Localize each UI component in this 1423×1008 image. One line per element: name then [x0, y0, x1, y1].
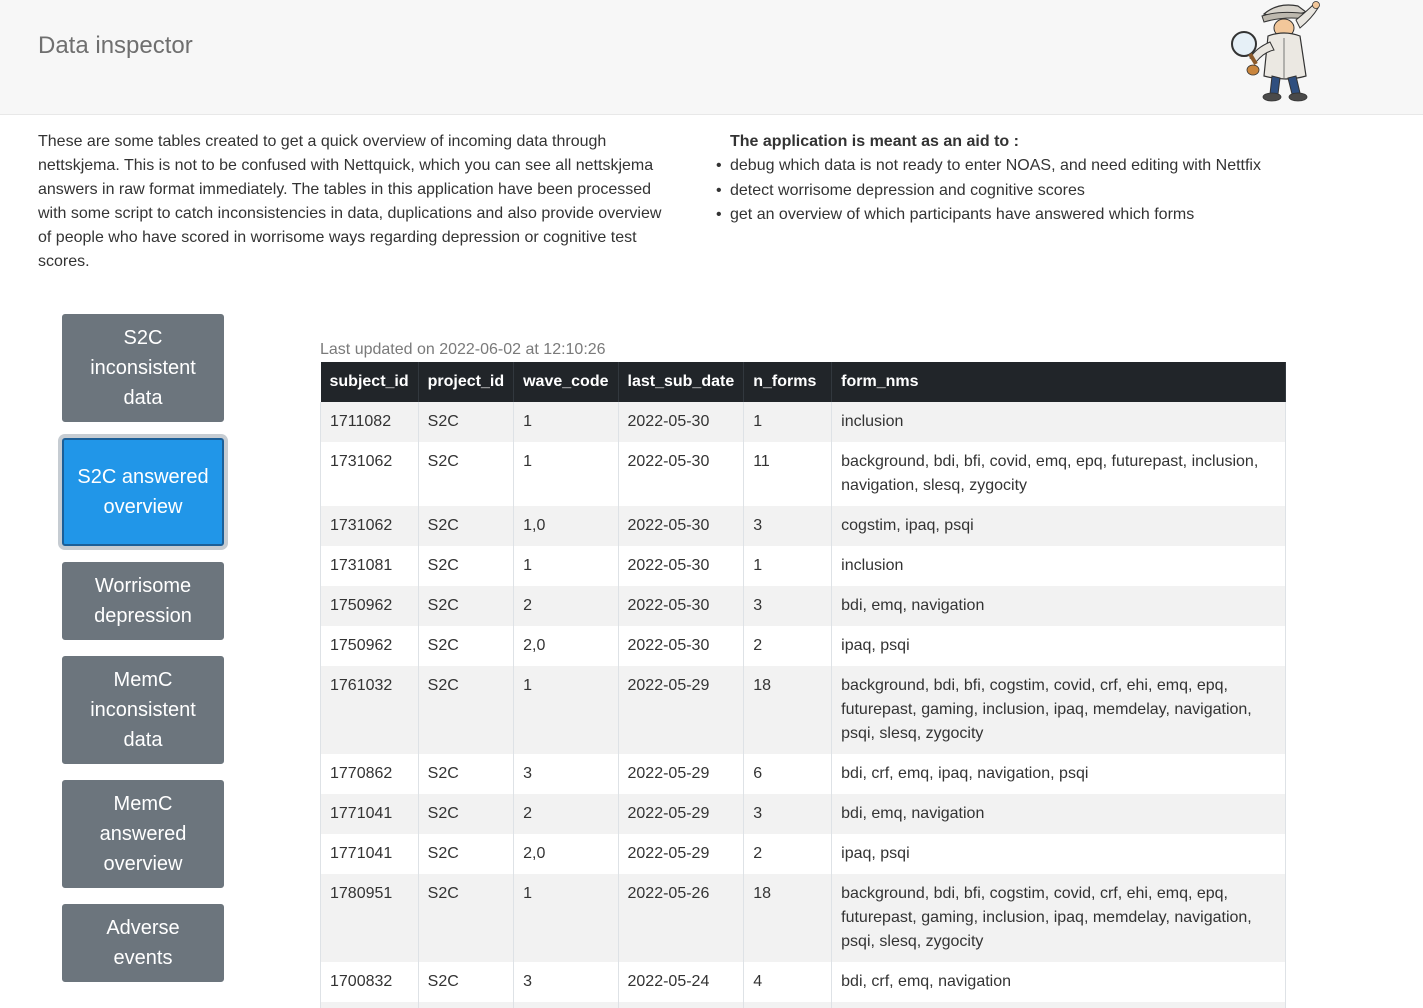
table-cell: [321, 1002, 419, 1008]
table-cell: 3: [514, 962, 618, 1002]
table-cell: 2022-05-30: [618, 626, 744, 666]
navbar: [0, 0, 1423, 115]
table-cell: S2C: [418, 402, 513, 442]
table-cell: 18: [744, 874, 832, 962]
table-row: [321, 794, 1286, 834]
intro-paragraph: These are some tables created to get a quick overview of incoming data through nettskjema. This is not to be confused with Nettquick, which you can see all nettskjema answers in raw format immediately. The tables in this application have been processed with some script to catch inconsistencies in data, duplications and also provide overview of people who have scored in worrisome ways regarding depression or cognitive test scores.: [38, 133, 662, 270]
table-cell: 1731062: [321, 506, 419, 546]
table-cell: [744, 1002, 832, 1008]
table-cell: S2C: [418, 626, 513, 666]
table-row: [321, 666, 1286, 754]
table-cell: 1731062: [321, 442, 419, 506]
table-cell: 3: [744, 586, 832, 626]
table-cell: 2: [744, 834, 832, 874]
table-row: [321, 506, 1286, 546]
table-cell: inclusion: [832, 402, 1286, 442]
table-cell: 1: [514, 402, 618, 442]
bullet-icon: •: [716, 206, 722, 224]
bullet-icon: •: [716, 181, 722, 199]
table-cell: 4: [744, 962, 832, 1002]
table-cell: 2022-05-29: [618, 794, 744, 834]
aims-list: [716, 154, 1350, 227]
column-header[interactable]: form_nms: [832, 362, 1286, 402]
table-cell: S2C: [418, 506, 513, 546]
table-cell: 1: [744, 402, 832, 442]
worrisome-depression-button[interactable]: Worrisome depression: [62, 562, 224, 640]
aims-list-item: [716, 179, 1350, 203]
column-header[interactable]: subject_id: [321, 362, 419, 402]
table-cell: [514, 1002, 618, 1008]
table-cell: 2022-05-30: [618, 546, 744, 586]
table-cell: cogstim, ipaq, psqi: [832, 506, 1286, 546]
table-cell: 1,0: [514, 506, 618, 546]
table-body: [321, 402, 1286, 1008]
table-cell: 3: [744, 506, 832, 546]
aims-item-text: debug which data is not ready to enter NOAS, and need editing with Nettfix: [730, 157, 1261, 175]
table-row: [321, 962, 1286, 1002]
overview-table-container: [320, 362, 1286, 1008]
table-row: [321, 546, 1286, 586]
table-cell: 2022-05-30: [618, 506, 744, 546]
table-cell: 1700832: [321, 962, 419, 1002]
table-cell: 1: [514, 666, 618, 754]
table-cell: background, bdi, bfi, covid, emq, epq, futurepast, inclusion, navigation, slesq, zygocity: [832, 442, 1286, 506]
table-cell: 1: [514, 442, 618, 506]
aims-heading: The application is meant as an aid to :: [730, 133, 1019, 150]
table-cell: [418, 1002, 513, 1008]
adverse-events-button[interactable]: Adverse events: [62, 904, 224, 982]
aims-item-text: detect worrisome depression and cognitive scores: [730, 181, 1085, 199]
table-cell: 2022-05-26: [618, 874, 744, 962]
column-header[interactable]: project_id: [418, 362, 513, 402]
column-header[interactable]: wave_code: [514, 362, 618, 402]
table-cell: 3: [514, 754, 618, 794]
table-cell: S2C: [418, 874, 513, 962]
table-cell: 2022-05-29: [618, 754, 744, 794]
table-row: [321, 626, 1286, 666]
table-row: [321, 442, 1286, 506]
table-cell: ipaq, psqi: [832, 626, 1286, 666]
table-row: [321, 834, 1286, 874]
table-cell: S2C: [418, 962, 513, 1002]
aims-list-item: [716, 203, 1350, 227]
overview-table: [320, 362, 1286, 1008]
table-cell: 1780951: [321, 874, 419, 962]
table-cell: bdi, emq, navigation: [832, 586, 1286, 626]
aims-section: [716, 130, 1350, 228]
table-header-row: [321, 362, 1286, 402]
table-cell: [618, 1002, 744, 1008]
table-cell: background, bdi, bfi, cogstim, covid, crf, ehi, emq, epq, futurepast, gaming, inclusion, ipaq, memdelay, navigation, psqi, slesq, zygocity: [832, 874, 1286, 962]
table-cell: 2: [514, 586, 618, 626]
table-cell: ipaq, psqi: [832, 834, 1286, 874]
aims-item-text: get an overview of which participants have answered which forms: [730, 206, 1195, 224]
table-cell: 2022-05-30: [618, 402, 744, 442]
column-header[interactable]: n_forms: [744, 362, 832, 402]
table-cell: 2022-05-30: [618, 442, 744, 506]
table-row: [321, 402, 1286, 442]
table-cell: 1771041: [321, 794, 419, 834]
table-cell: 1761032: [321, 666, 419, 754]
table-cell: 2,0: [514, 626, 618, 666]
table-cell: 1750962: [321, 586, 419, 626]
table-cell: 1771041: [321, 834, 419, 874]
aims-list-item: [716, 154, 1350, 178]
table-cell: 1: [744, 546, 832, 586]
app-title: Data inspector: [38, 32, 193, 59]
table-row: [321, 586, 1286, 626]
table-cell: bdi, crf, emq, ipaq, navigation, psqi: [832, 754, 1286, 794]
table-cell: bdi, emq, navigation: [832, 794, 1286, 834]
table-cell: inclusion: [832, 546, 1286, 586]
table-cell: S2C: [418, 666, 513, 754]
table-cell: 6: [744, 754, 832, 794]
table-cell: 3: [744, 794, 832, 834]
table-cell: 1750962: [321, 626, 419, 666]
s2c-inconsistent-data-button[interactable]: S2C inconsistent data: [62, 314, 224, 422]
last-updated-text: Last updated on 2022-06-02 at 12:10:26: [320, 341, 606, 358]
table-cell: S2C: [418, 546, 513, 586]
table-cell: 2,0: [514, 834, 618, 874]
table-cell: 11: [744, 442, 832, 506]
table-cell: [832, 1002, 1286, 1008]
table-cell: S2C: [418, 586, 513, 626]
table-cell: 2: [514, 794, 618, 834]
memc-inconsistent-data-button[interactable]: MemC inconsistent data: [62, 656, 224, 764]
table-cell: 2022-05-30: [618, 586, 744, 626]
table-cell: 2022-05-24: [618, 962, 744, 1002]
column-header[interactable]: last_sub_date: [618, 362, 744, 402]
table-row: [321, 754, 1286, 794]
table-cell: S2C: [418, 754, 513, 794]
table-cell: S2C: [418, 834, 513, 874]
table-cell: 2022-05-29: [618, 666, 744, 754]
table-row: [321, 1002, 1286, 1008]
table-cell: background, bdi, bfi, cogstim, covid, crf, ehi, emq, epq, futurepast, gaming, inclusion, ipaq, memdelay, navigation, psqi, slesq, zygocity: [832, 666, 1286, 754]
s2c-answered-overview-button[interactable]: S2C answered overview: [62, 438, 224, 546]
table-cell: 1: [514, 874, 618, 962]
bullet-icon: •: [716, 157, 722, 175]
table-cell: bdi, crf, emq, navigation: [832, 962, 1286, 1002]
memc-answered-overview-button[interactable]: MemC answered overview: [62, 780, 224, 888]
table-cell: 2022-05-29: [618, 834, 744, 874]
table-cell: S2C: [418, 794, 513, 834]
table-cell: 18: [744, 666, 832, 754]
table-row: [321, 874, 1286, 962]
table-cell: 1770862: [321, 754, 419, 794]
table-cell: 2: [744, 626, 832, 666]
table-cell: 1: [514, 546, 618, 586]
table-cell: 1731081: [321, 546, 419, 586]
sidebar-nav: [62, 314, 224, 982]
table-cell: 1711082: [321, 402, 419, 442]
table-cell: S2C: [418, 442, 513, 506]
inspector-gadget-logo: [1226, 0, 1322, 104]
